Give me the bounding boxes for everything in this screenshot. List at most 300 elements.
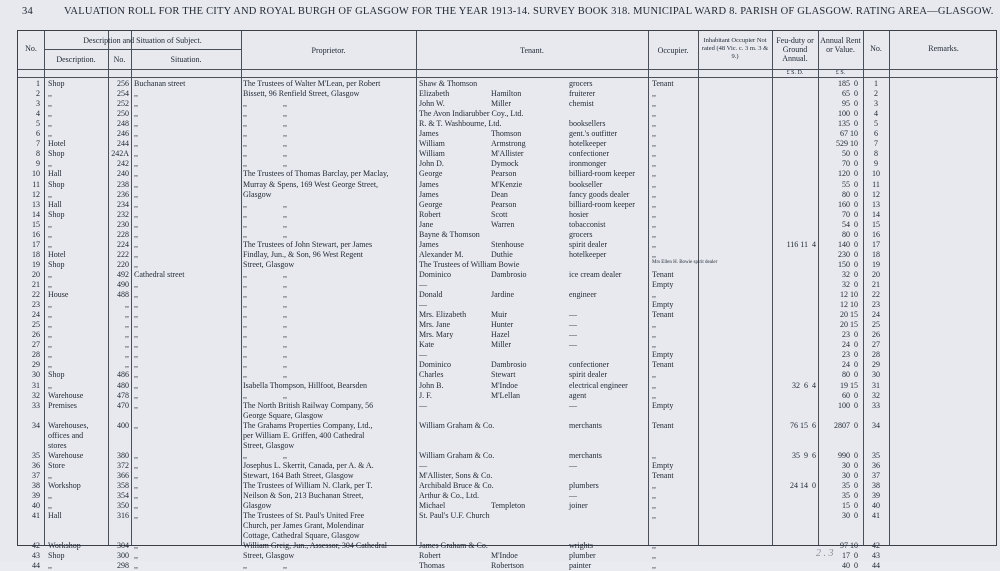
cell-t2: Thomson — [491, 129, 522, 139]
cell-num: 350 — [117, 501, 129, 511]
cell-o: ,, — [652, 119, 656, 129]
cell-n: 23 — [32, 300, 40, 310]
cell-o: Empty — [652, 280, 674, 289]
col-header-description: Description. — [56, 55, 96, 64]
cell-p: William Greig, Jun., Assessor, 304 Cathedral — [243, 541, 388, 551]
table-row — [18, 461, 998, 471]
row-number-right: 11 — [872, 179, 880, 189]
cell-p: ,, ,, — [243, 330, 287, 340]
cell-t1: John D. — [419, 159, 444, 169]
cell-p: ,, ,, — [243, 229, 287, 239]
cell-d: Warehouse — [48, 390, 84, 400]
cell-n: 25 — [32, 320, 40, 330]
cell-p: per William E. Griffen, 400 Cathedral — [243, 430, 365, 440]
cell-p: The Trustees of St. Paul's United Free — [243, 511, 365, 521]
cell-f: 35 9 6 — [792, 450, 816, 460]
row-number-right: 16 — [872, 229, 880, 239]
cell-sit: ,, — [134, 360, 138, 370]
cell-sit: ,, — [134, 139, 138, 149]
cell-num: 222 — [117, 249, 129, 259]
cell-num: 298 — [117, 561, 129, 571]
cell-p: Neilson & Son, 213 Buchanan Street, — [243, 491, 364, 501]
table-row — [18, 169, 998, 179]
cell-p: The Trustees of John Stewart, per James — [243, 239, 373, 249]
table-row — [18, 521, 998, 531]
cell-tr: bookseller — [569, 179, 603, 189]
cell-tr: joiner — [569, 501, 588, 511]
col-header-occupier: Occupier. — [657, 46, 689, 55]
cell-n: 26 — [32, 330, 40, 340]
cell-d: ,, — [48, 470, 52, 480]
row-number-right: 8 — [874, 149, 878, 159]
cell-n: 2 — [36, 89, 40, 99]
cell-v: 70 0 — [842, 209, 858, 219]
cell-p: ,, ,, — [243, 300, 287, 310]
cell-num: ,, — [125, 310, 129, 320]
cell-t2: M'Lellan — [491, 390, 520, 400]
cell-o: ,, — [652, 89, 656, 99]
cell-d: ,, — [48, 320, 52, 330]
table-row — [18, 451, 998, 461]
cell-p: Street, Glasgow — [243, 440, 295, 450]
col-header-tenant: Tenant. — [520, 46, 544, 55]
cell-num: 300 — [117, 551, 129, 561]
cell-t1: R. & T. Washbourne, Ltd. — [419, 119, 502, 129]
table-row — [18, 471, 998, 481]
cell-tr: — — [569, 400, 577, 410]
cell-p: ,, ,, — [243, 119, 287, 129]
cell-p: The North British Railway Company, 56 — [243, 400, 374, 410]
cell-o: ,, — [652, 551, 656, 561]
table-row — [18, 330, 998, 340]
cell-sit: ,, — [134, 109, 138, 119]
cell-tr: spirit dealer — [569, 239, 607, 249]
cell-p: ,, ,, — [243, 129, 287, 139]
cell-d: Shop — [48, 149, 65, 159]
cell-n: 15 — [32, 219, 40, 229]
table-row — [18, 89, 998, 99]
cell-n: 32 — [32, 390, 40, 400]
cell-v: 54 0 — [842, 219, 858, 229]
cell-d: ,, — [48, 330, 52, 340]
cell-t2: Duthie — [491, 249, 513, 259]
cell-v: 15 0 — [842, 501, 858, 511]
cell-tr: tobacconist — [569, 219, 606, 229]
cell-num: 234 — [117, 199, 129, 209]
cell-p: Stewart, 164 Bath Street, Glasgow — [243, 470, 354, 480]
cell-o: ,, — [652, 219, 656, 229]
cell-d: Hall — [48, 169, 62, 179]
cell-tr: — — [569, 330, 577, 340]
table-row — [18, 200, 998, 210]
row-number-right: 18 — [872, 249, 880, 259]
cell-o: ,, — [652, 390, 656, 400]
cell-sit: ,, — [134, 400, 138, 410]
cell-p: ,, ,, — [243, 159, 287, 169]
cell-n: 5 — [36, 119, 40, 129]
cell-n: 40 — [32, 501, 40, 511]
cell-n: 41 — [32, 511, 40, 521]
cell-n: 14 — [32, 209, 40, 219]
cell-tr: merchants — [569, 420, 602, 430]
row-number-right: 26 — [872, 330, 880, 340]
cell-v: 23 0 — [842, 330, 858, 340]
cell-t2: Templeton — [491, 501, 526, 511]
cell-d: Warehouses, — [48, 420, 89, 430]
table-row — [18, 119, 998, 129]
row-number-right: 1 — [874, 79, 878, 88]
cell-n: 24 — [32, 310, 40, 320]
cell-sit: ,, — [134, 280, 138, 289]
cell-d: Shop — [48, 79, 65, 88]
row-number-right: 24 — [872, 310, 880, 320]
cell-d: ,, — [48, 300, 52, 310]
cell-p: The Trustees of Walter M'Lean, per Robert — [243, 79, 381, 88]
cell-o: ,, — [652, 189, 656, 199]
cell-num: 488 — [117, 290, 129, 300]
cell-sit: ,, — [134, 119, 138, 129]
cell-t1: John W. — [419, 99, 445, 109]
cell-t1: — — [419, 400, 427, 410]
row-number-right: 25 — [872, 320, 880, 330]
col-header-proprietor: Proprietor. — [311, 46, 346, 55]
cell-v: 24 0 — [842, 340, 858, 350]
cell-sit: ,, — [134, 481, 138, 490]
page-number: 34 — [22, 6, 33, 17]
table-row — [18, 280, 998, 290]
cell-n: 13 — [32, 199, 40, 209]
cell-sit: ,, — [134, 179, 138, 189]
header-rule — [44, 49, 241, 50]
cell-t2: Miller — [491, 99, 511, 109]
table-row — [18, 109, 998, 119]
cell-tr: hotelkeeper — [569, 249, 607, 259]
cell-num: 220 — [117, 259, 129, 269]
cell-o: ,, — [652, 541, 656, 551]
cell-t1: Jane — [419, 219, 434, 229]
cell-v: 135 0 — [838, 119, 858, 129]
col-header-situation: Situation. — [170, 55, 202, 64]
cell-o: ,, — [652, 209, 656, 219]
cell-num: 354 — [117, 491, 129, 501]
cell-v: 990 0 — [838, 450, 858, 460]
cell-v: 35 0 — [842, 481, 858, 490]
cell-o: ,, — [652, 169, 656, 179]
row-number-right: 30 — [872, 370, 880, 380]
cell-t1: Charles — [419, 370, 444, 380]
cell-d: Hotel — [48, 249, 66, 259]
cell-p: The Trustees of Thomas Barclay, per Maclay, — [243, 169, 389, 179]
cell-t2: Robertson — [491, 561, 524, 571]
col-header-number: No. — [113, 55, 126, 64]
cell-o: Empty — [652, 350, 674, 360]
cell-d: House — [48, 290, 69, 300]
cell-d: ,, — [48, 219, 52, 229]
row-number-right: 29 — [872, 360, 880, 370]
cell-t1: Mrs. Jane — [419, 320, 451, 330]
cell-n: 16 — [32, 229, 40, 239]
cell-t2: Muir — [491, 310, 507, 320]
cell-sit: ,, — [134, 541, 138, 551]
cell-p: ,, ,, — [243, 149, 287, 159]
cell-p: Street, Glasgow — [243, 551, 295, 561]
cell-num: 252 — [117, 99, 129, 109]
cell-v: 140 0 — [838, 239, 858, 249]
cell-num: 470 — [117, 400, 129, 410]
cell-t1: Arthur & Co., Ltd. — [419, 491, 479, 501]
cell-num: ,, — [125, 300, 129, 310]
cell-sit: ,, — [134, 340, 138, 350]
pencil-annotation: 2 . 3 — [816, 548, 834, 559]
cell-t1: Kate — [419, 340, 435, 350]
cell-sit: ,, — [134, 89, 138, 99]
cell-sit: ,, — [134, 209, 138, 219]
cell-tr: ironmonger — [569, 159, 607, 169]
cell-n: 1 — [36, 79, 40, 88]
cell-sit: ,, — [134, 169, 138, 179]
cell-t1: Thomas — [419, 561, 445, 571]
cell-sit: Buchanan street — [134, 79, 186, 88]
cell-n: 31 — [32, 380, 40, 390]
table-row — [18, 441, 998, 451]
cell-n: 19 — [32, 259, 40, 269]
cell-d: ,, — [48, 269, 52, 279]
cell-p: Church, per James Grant, Molendinar — [243, 521, 364, 531]
cell-num: 242 — [117, 159, 129, 169]
cell-t1: Bayne & Thomson — [419, 229, 480, 239]
table-row — [18, 250, 998, 260]
cell-t2: M'Indoe — [491, 551, 518, 561]
cell-p: ,, ,, — [243, 280, 287, 289]
table-row — [18, 300, 998, 310]
row-number-right: 40 — [872, 501, 880, 511]
col-header-remarks: Remarks. — [928, 44, 959, 53]
cell-o: ,, — [652, 149, 656, 159]
row-number-right: 9 — [874, 159, 878, 169]
cell-v: 32 0 — [842, 280, 858, 289]
cell-v: 67 10 — [840, 129, 858, 139]
cell-o: Tenant — [652, 470, 674, 480]
cell-v: 20 15 — [840, 310, 858, 320]
cell-f: 116 11 4 — [786, 239, 816, 249]
cell-d: Shop — [48, 551, 65, 561]
table-row — [18, 180, 998, 190]
cell-tr: grocers — [569, 79, 593, 88]
cell-d: ,, — [48, 350, 52, 360]
row-number-right: 22 — [872, 290, 880, 300]
cell-sit: ,, — [134, 511, 138, 521]
cell-o: Tenant — [652, 360, 674, 370]
cell-p: ,, ,, — [243, 139, 287, 149]
cell-p: ,, ,, — [243, 450, 287, 460]
cell-o: ,, — [652, 229, 656, 239]
cell-t1: St. Paul's U.F. Church — [419, 511, 490, 521]
cell-tr: grocers — [569, 229, 593, 239]
row-number-right: 31 — [872, 380, 880, 390]
table-row — [18, 411, 998, 421]
cell-t2: M'Allister — [491, 149, 524, 159]
cell-tr: painter — [569, 561, 592, 571]
table-row — [18, 99, 998, 109]
table-row — [18, 391, 998, 401]
cell-t2: Hunter — [491, 320, 514, 330]
cell-t1: The Trustees of William Bowie — [419, 259, 520, 269]
cell-o: Empty — [652, 300, 674, 310]
table-row — [18, 350, 998, 360]
cell-sit: ,, — [134, 300, 138, 310]
row-number-right: 7 — [874, 139, 878, 149]
cell-d: ,, — [48, 280, 52, 289]
cell-num: 316 — [117, 511, 129, 521]
cell-t1: James Graham & Co. — [419, 541, 488, 551]
cell-t1: William — [419, 139, 445, 149]
cell-o: ,, — [652, 330, 656, 340]
cell-t2: M'Indoe — [491, 380, 518, 390]
cell-v: 97 10 — [840, 541, 858, 551]
row-number-right: 13 — [872, 199, 880, 209]
cell-num: 478 — [117, 390, 129, 400]
cell-sit: ,, — [134, 239, 138, 249]
cell-sit: ,, — [134, 330, 138, 340]
cell-v: 32 0 — [842, 269, 858, 279]
cell-p: Street, Glasgow — [243, 259, 295, 269]
cell-t1: Alexander M. — [419, 249, 464, 259]
cell-d: ,, — [48, 491, 52, 501]
cell-d: Workshop — [48, 541, 81, 551]
cell-o: ,, — [652, 320, 656, 330]
row-number-right: 23 — [872, 300, 880, 310]
table-row — [18, 481, 998, 491]
cell-tr: engineer — [569, 290, 597, 300]
cell-n: 17 — [32, 239, 40, 249]
cell-d: ,, — [48, 340, 52, 350]
cell-d: Hall — [48, 199, 62, 209]
row-number-right: 5 — [874, 119, 878, 129]
cell-v: 65 0 — [842, 89, 858, 99]
row-number-right: 39 — [872, 491, 880, 501]
row-number-right: 4 — [874, 109, 878, 119]
table-row — [18, 501, 998, 511]
cell-num: 304 — [117, 541, 129, 551]
cell-num: 380 — [117, 450, 129, 460]
cell-t1: Mrs. Mary — [419, 330, 454, 340]
row-number-right: 17 — [872, 239, 880, 249]
cell-f: 76 15 6 — [790, 420, 816, 430]
cell-num: 480 — [117, 380, 129, 390]
cell-sit: ,, — [134, 229, 138, 239]
cell-n: 27 — [32, 340, 40, 350]
cell-v: 40 0 — [842, 561, 858, 571]
cell-t1: John B. — [419, 380, 444, 390]
cell-sit: ,, — [134, 290, 138, 300]
cell-v: 60 0 — [842, 390, 858, 400]
cell-p: ,, ,, — [243, 99, 287, 109]
cell-sit: ,, — [134, 470, 138, 480]
cell-tr: — — [569, 491, 577, 501]
cell-p: ,, ,, — [243, 340, 287, 350]
cell-v: 529 10 — [836, 139, 858, 149]
table-row — [18, 129, 998, 139]
cell-t2: Miller — [491, 340, 511, 350]
cell-t1: Robert — [419, 551, 441, 561]
col-header-inhabitant: Inhabitant Occupier Not rated (48 Vic. c. 3 m. 3 & 9.) — [701, 37, 769, 60]
cell-o: ,, — [652, 501, 656, 511]
table-row — [18, 220, 998, 230]
cell-t2: Pearson — [491, 199, 517, 209]
cell-n: 3 — [36, 99, 40, 109]
cell-t1: James — [419, 179, 439, 189]
cell-n: 6 — [36, 129, 40, 139]
cell-t2: Pearson — [491, 169, 517, 179]
cell-sit: ,, — [134, 551, 138, 561]
row-number-right: 14 — [872, 209, 880, 219]
cell-sit: ,, — [134, 380, 138, 390]
row-number-right: 28 — [872, 350, 880, 360]
cell-o: ,, — [652, 561, 656, 571]
cell-d: ,, — [48, 561, 52, 571]
cell-t2: Jardine — [491, 290, 515, 300]
row-number-right: 37 — [872, 470, 880, 480]
cell-o: ,, — [652, 380, 656, 390]
cell-t2: Stenhouse — [491, 239, 524, 249]
cell-tr: confectioner — [569, 149, 609, 159]
cell-t1: J. F. — [419, 390, 432, 400]
cell-n: 20 — [32, 269, 40, 279]
cell-v: 19 15 — [840, 380, 858, 390]
table-row — [18, 360, 998, 370]
cell-t1: Mrs. Elizabeth — [419, 310, 467, 320]
cell-o: ,, — [652, 340, 656, 350]
cell-n: 11 — [32, 179, 40, 189]
cell-sit: ,, — [134, 189, 138, 199]
annual-units: £ S. — [835, 70, 846, 76]
cell-n: 42 — [32, 541, 40, 551]
cell-o: ,, — [652, 491, 656, 501]
cell-f: 32 6 4 — [792, 380, 816, 390]
cell-p: Glasgow — [243, 189, 272, 199]
cell-d: ,, — [48, 189, 52, 199]
cell-t2: Armstrong — [491, 139, 526, 149]
cell-p: ,, ,, — [243, 290, 287, 300]
cell-sit: ,, — [134, 450, 138, 460]
cell-n: 30 — [32, 370, 40, 380]
cell-n: 10 — [32, 169, 40, 179]
cell-n: 43 — [32, 551, 40, 561]
row-number-right: 34 — [872, 420, 880, 430]
cell-o: Tenant — [652, 310, 674, 320]
row-number-right: 19 — [872, 259, 880, 269]
table-row — [18, 551, 998, 561]
cell-p: Cottage, Cathedral Square, Glasgow — [243, 531, 360, 541]
row-number-right: 36 — [872, 460, 880, 470]
cell-v: 2807 0 — [834, 420, 858, 430]
feu-units: £ S. D. — [786, 70, 804, 76]
table-row — [18, 340, 998, 350]
cell-t1: M'Allister, Sons & Co. — [419, 470, 493, 480]
cell-num: 256 — [117, 79, 129, 88]
cell-sit: ,, — [134, 159, 138, 169]
cell-t2: Scott — [491, 209, 508, 219]
row-number-right: 15 — [872, 219, 880, 229]
header-rule — [18, 77, 998, 78]
cell-tr: chemist — [569, 99, 594, 109]
cell-n: 38 — [32, 481, 40, 490]
cell-num: 246 — [117, 129, 129, 139]
cell-n: 36 — [32, 460, 40, 470]
cell-v: 160 0 — [838, 199, 858, 209]
cell-num: 240 — [117, 169, 129, 179]
cell-d: ,, — [48, 380, 52, 390]
